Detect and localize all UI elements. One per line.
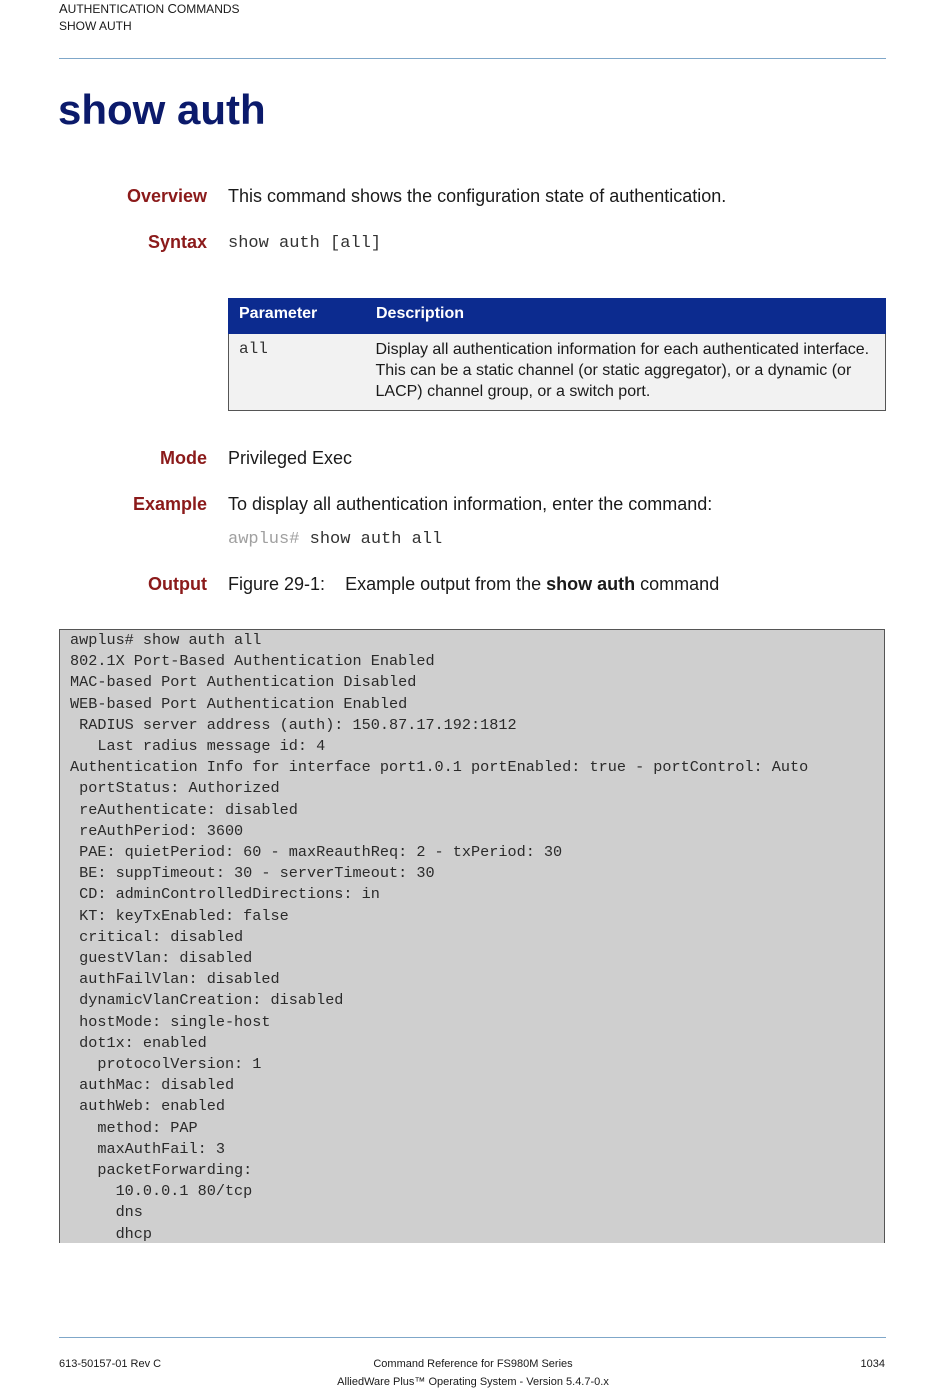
footer-doc-title: Command Reference for FS980M Series bbox=[373, 1358, 573, 1370]
output-line: WEB-based Port Authentication Enabled bbox=[70, 694, 408, 713]
output-line: packetForwarding: bbox=[70, 1161, 253, 1180]
output-line: Last radius message id: 4 bbox=[70, 737, 326, 756]
output-line: reAuthPeriod: 3600 bbox=[70, 821, 244, 840]
overview-label: Overview bbox=[126, 186, 207, 206]
param-description: Display all authentication information for each authenticated interface. This can be a static channel (or static aggregator), or a dynamic (or LACP) channel group, or a switch port. bbox=[366, 334, 886, 411]
figure-caption: Figure 29-1: Example output from the show auth command bbox=[228, 574, 720, 594]
output-box bbox=[59, 629, 885, 1243]
running-header bbox=[59, 0, 240, 35]
header-divider bbox=[59, 58, 886, 59]
description-header: Description bbox=[366, 299, 886, 334]
output-line: PAE: quietPeriod: 60 - maxReauthReq: 2 - txPeriod: 30 bbox=[70, 843, 563, 862]
example-text: To display all authentication information, enter the command: bbox=[228, 494, 713, 514]
example-prompt: awplus# bbox=[228, 530, 300, 549]
output-line: 10.0.0.1 80/tcp bbox=[70, 1182, 253, 1201]
page-number: 1034 bbox=[860, 1358, 885, 1370]
parameter-table bbox=[228, 298, 886, 411]
syntax-label: Syntax bbox=[147, 232, 207, 252]
output-line: BE: suppTimeout: 30 - serverTimeout: 30 bbox=[70, 864, 435, 883]
footer-doc-number: 613-50157-01 Rev C bbox=[59, 1358, 162, 1370]
output-line: Authentication Info for interface port1.0.1 portEnabled: true - portControl: Auto bbox=[70, 758, 809, 777]
output-line: reAuthenticate: disabled bbox=[70, 800, 298, 819]
figure-number: Figure 29-1: bbox=[228, 574, 326, 594]
page-title: show auth bbox=[58, 86, 266, 133]
output-line: method: PAP bbox=[70, 1118, 198, 1137]
output-line: authWeb: enabled bbox=[70, 1097, 225, 1116]
output-line: dhcp bbox=[70, 1224, 153, 1243]
output-line: dot1x: enabled bbox=[70, 1033, 207, 1052]
output-text bbox=[60, 630, 884, 1243]
syntax-text: show auth [all] bbox=[228, 234, 382, 253]
output-line: awplus# show auth all bbox=[70, 631, 262, 649]
output-line: KT: keyTxEnabled: false bbox=[70, 906, 289, 925]
output-line: guestVlan: disabled bbox=[70, 949, 253, 968]
footer-os-version: AlliedWare Plus™ Operating System - Version 5.4.7-0.x bbox=[337, 1376, 609, 1388]
footer-divider bbox=[59, 1337, 886, 1338]
table-row bbox=[229, 334, 886, 411]
mode-label: Mode bbox=[160, 448, 207, 468]
parameter-header: Parameter bbox=[229, 299, 366, 334]
output-line: protocolVersion: 1 bbox=[70, 1055, 262, 1074]
overview-text: This command shows the configuration state of authentication. bbox=[228, 186, 727, 206]
example-command bbox=[228, 530, 442, 549]
output-line: authFailVlan: disabled bbox=[70, 970, 280, 989]
param-name: all bbox=[229, 334, 366, 411]
output-line: authMac: disabled bbox=[70, 1076, 235, 1095]
output-line: dynamicVlanCreation: disabled bbox=[70, 991, 344, 1010]
output-line: critical: disabled bbox=[70, 927, 244, 946]
output-line: 802.1X Port-Based Authentication Enabled bbox=[70, 652, 435, 671]
example-label: Example bbox=[132, 494, 207, 514]
footer-center bbox=[300, 1355, 646, 1391]
output-line: portStatus: Authorized bbox=[70, 779, 280, 798]
output-line: CD: adminControlledDirections: in bbox=[70, 885, 380, 904]
header-subsection: SHOW AUTH bbox=[59, 19, 132, 33]
output-label: Output bbox=[148, 574, 207, 594]
output-line: MAC-based Port Authentication Disabled bbox=[70, 673, 417, 692]
output-line: RADIUS server address (auth): 150.87.17.192:1812 bbox=[70, 715, 517, 734]
output-line: maxAuthFail: 3 bbox=[70, 1139, 225, 1158]
output-line: hostMode: single-host bbox=[70, 1012, 271, 1031]
example-command-text: show auth all bbox=[309, 530, 443, 549]
header-section-title: AUTHENTICATION COMMANDS bbox=[59, 1, 240, 16]
mode-text: Privileged Exec bbox=[228, 448, 353, 468]
output-line: dns bbox=[70, 1203, 143, 1222]
